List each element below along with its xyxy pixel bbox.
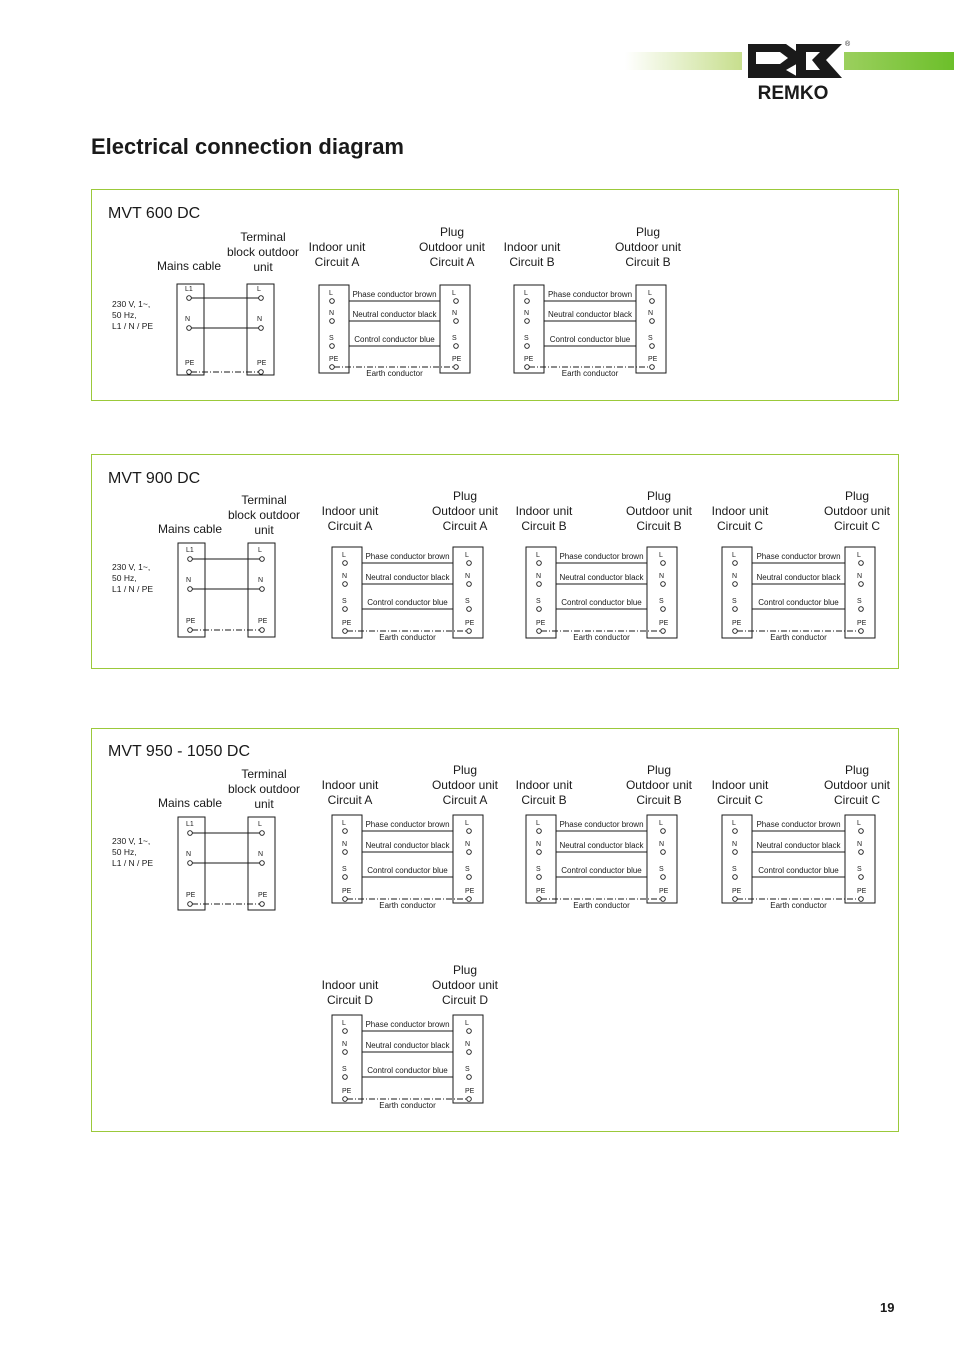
registered-mark: ® xyxy=(845,41,851,48)
conductor-label: Neutral conductor black xyxy=(559,841,644,850)
indoor-unit-label: Indoor unit xyxy=(321,978,379,992)
terminal-point xyxy=(467,875,472,880)
terminal-point xyxy=(343,1075,348,1080)
supply-spec: 230 V, 1~, xyxy=(112,562,151,572)
indoor-unit-label: Indoor unit xyxy=(503,240,561,254)
outdoor-terminal-label: L xyxy=(857,552,861,559)
conductor-label: Phase conductor brown xyxy=(365,552,450,561)
outdoor-terminal-label: L xyxy=(465,820,469,827)
conductor-label: Neutral conductor black xyxy=(352,310,437,319)
conductor-label: Control conductor blue xyxy=(561,598,642,607)
terminal-block-label: Terminal xyxy=(241,493,287,507)
earth-conductor-label: Earth conductor xyxy=(573,633,630,642)
earth-conductor-label: Earth conductor xyxy=(366,369,423,378)
terminal-block-label: unit xyxy=(254,523,274,537)
mains-cable-label: Mains cable xyxy=(157,522,223,536)
terminal-point xyxy=(260,628,265,633)
conductor-label: Neutral conductor black xyxy=(756,841,841,850)
terminal-point xyxy=(188,861,193,866)
conductor-label: Neutral conductor black xyxy=(365,1041,450,1050)
conductor-label: Phase conductor brown xyxy=(352,290,437,299)
mains-terminal-label: L1 xyxy=(186,821,194,828)
circuit-label: Circuit B xyxy=(625,255,671,269)
wiring-diagram-mvt-600 xyxy=(92,190,898,400)
conductor-label: Phase conductor brown xyxy=(559,552,644,561)
terminal-label: L xyxy=(257,286,261,293)
indoor-terminal-label: PE xyxy=(732,620,742,627)
terminal-point xyxy=(859,875,864,880)
terminal-point xyxy=(343,1097,348,1102)
indoor-terminal-label: S xyxy=(329,335,334,342)
outdoor-unit-label: Outdoor unit xyxy=(431,778,499,792)
terminal-point xyxy=(733,561,738,566)
earth-conductor-label: Earth conductor xyxy=(379,633,436,642)
diagram-panel-mvt-900 xyxy=(91,454,899,669)
plug-label: Plug xyxy=(452,763,478,777)
outdoor-terminal-label: L xyxy=(452,290,456,297)
terminal-point xyxy=(260,557,265,562)
outdoor-terminal-label: S xyxy=(659,866,664,873)
terminal-point xyxy=(537,875,542,880)
terminal-point xyxy=(859,561,864,566)
terminal-point xyxy=(733,850,738,855)
outdoor-terminal-label: S xyxy=(465,1066,470,1073)
terminal-point xyxy=(343,561,348,566)
terminal-point xyxy=(661,875,666,880)
logo-wordmark: REMKO xyxy=(757,83,829,104)
circuit-label: Circuit A xyxy=(442,519,488,533)
terminal-point xyxy=(188,587,193,592)
panel-title: MVT 900 DC xyxy=(108,470,201,487)
indoor-terminal-label: N xyxy=(732,841,738,848)
terminal-point xyxy=(537,850,542,855)
indoor-terminal-label: L xyxy=(536,552,540,559)
terminal-point xyxy=(260,902,265,907)
indoor-terminal-label: S xyxy=(342,866,347,873)
outdoor-terminal-label: N xyxy=(452,310,458,317)
earth-conductor-label: Earth conductor xyxy=(379,1101,436,1110)
terminal-point xyxy=(537,629,542,634)
terminal-point xyxy=(661,561,666,566)
outdoor-terminal-label: N xyxy=(659,573,665,580)
terminal-point xyxy=(467,582,472,587)
terminal-point xyxy=(343,582,348,587)
outdoor-terminal-label: L xyxy=(465,1020,469,1027)
indoor-terminal-label: S xyxy=(342,1066,347,1073)
terminal-point xyxy=(343,629,348,634)
indoor-terminal-label: PE xyxy=(329,356,339,363)
terminal-point xyxy=(454,319,459,324)
terminal-point xyxy=(650,344,655,349)
indoor-unit-label: Indoor unit xyxy=(308,240,366,254)
indoor-terminal-label: PE xyxy=(342,620,352,627)
earth-conductor-label: Earth conductor xyxy=(573,901,630,910)
circuit-label: Circuit B xyxy=(521,519,567,533)
remko-logo xyxy=(742,40,851,104)
outdoor-terminal-label: PE xyxy=(465,888,475,895)
conductor-label: Neutral conductor black xyxy=(547,310,633,319)
conductor-label: Neutral conductor black xyxy=(756,573,841,582)
mains-terminal-label: PE xyxy=(185,360,195,367)
circuit-label: Circuit B xyxy=(521,793,567,807)
terminal-block-label: block outdoor xyxy=(226,245,300,259)
outdoor-terminal-label: PE xyxy=(452,356,462,363)
indoor-terminal-label: S xyxy=(342,598,347,605)
outdoor-unit-label: Outdoor unit xyxy=(418,240,486,254)
supply-spec: L1 / N / PE xyxy=(112,858,154,868)
terminal-point xyxy=(330,344,335,349)
circuit-label: Circuit C xyxy=(833,793,881,807)
conductor-label: Control conductor blue xyxy=(354,335,435,344)
mains-cable-label: Mains cable xyxy=(156,259,222,273)
indoor-terminal-label: PE xyxy=(732,888,742,895)
terminal-block-label: unit xyxy=(253,260,273,274)
indoor-unit-label: Indoor unit xyxy=(321,504,379,518)
indoor-terminal-label: N xyxy=(524,310,530,317)
indoor-terminal-label: PE xyxy=(524,356,534,363)
terminal-point xyxy=(187,296,192,301)
conductor-label: Phase conductor brown xyxy=(547,290,633,299)
supply-spec: 50 Hz, xyxy=(112,310,137,320)
terminal-point xyxy=(859,607,864,612)
panel-title: MVT 600 DC xyxy=(108,205,201,222)
outdoor-terminal-label: N xyxy=(465,1041,471,1048)
terminal-block-label: Terminal xyxy=(240,230,286,244)
terminal-point xyxy=(650,319,655,324)
indoor-terminal-label: N xyxy=(732,573,738,580)
terminal-point xyxy=(859,582,864,587)
indoor-terminal-label: L xyxy=(732,552,736,559)
terminal-point xyxy=(661,607,666,612)
terminal-point xyxy=(343,897,348,902)
outdoor-terminal-label: S xyxy=(857,598,862,605)
circuit-label: Circuit A xyxy=(429,255,475,269)
terminal-point xyxy=(733,897,738,902)
indoor-terminal-label: L xyxy=(342,820,346,827)
outdoor-terminal-label: S xyxy=(648,335,653,342)
outdoor-terminal-label: S xyxy=(857,866,862,873)
circuit-label: Circuit C xyxy=(716,519,764,533)
indoor-unit-label: Indoor unit xyxy=(711,778,769,792)
outdoor-terminal-label: N xyxy=(648,310,654,317)
plug-label: Plug xyxy=(646,489,672,503)
terminal-point xyxy=(525,365,530,370)
conductor-label: Control conductor blue xyxy=(367,1066,448,1075)
terminal-point xyxy=(467,629,472,634)
supply-spec: L1 / N / PE xyxy=(112,584,154,594)
terminal-point xyxy=(343,1029,348,1034)
terminal-block-label: block outdoor xyxy=(227,782,301,796)
mains-cable-label: Mains cable xyxy=(157,796,223,810)
terminal-label: PE xyxy=(257,360,267,367)
conductor-label: Control conductor blue xyxy=(367,866,448,875)
indoor-terminal-label: S xyxy=(536,598,541,605)
indoor-terminal-label: L xyxy=(732,820,736,827)
terminal-point xyxy=(467,1029,472,1034)
terminal-point xyxy=(661,582,666,587)
page-title: Electrical connection diagram xyxy=(91,134,404,159)
terminal-point xyxy=(733,629,738,634)
circuit-label: Circuit B xyxy=(509,255,555,269)
outdoor-terminal-label: S xyxy=(465,866,470,873)
terminal-point xyxy=(733,829,738,834)
indoor-terminal-label: L xyxy=(342,552,346,559)
indoor-terminal-label: PE xyxy=(342,888,352,895)
terminal-point xyxy=(537,582,542,587)
outdoor-unit-label: Outdoor unit xyxy=(625,504,693,518)
outdoor-terminal-label: S xyxy=(659,598,664,605)
terminal-label: PE xyxy=(258,618,268,625)
terminal-point xyxy=(733,582,738,587)
terminal-label: N xyxy=(257,316,263,323)
terminal-block-label: unit xyxy=(254,797,274,811)
terminal-point xyxy=(859,629,864,634)
conductor-label: Control conductor blue xyxy=(758,598,839,607)
terminal-label: L xyxy=(258,821,262,828)
indoor-terminal-label: PE xyxy=(536,888,546,895)
indoor-terminal-label: N xyxy=(329,310,335,317)
mains-terminal-label: PE xyxy=(186,892,196,899)
outdoor-unit-label: Outdoor unit xyxy=(431,504,499,518)
outdoor-unit-label: Outdoor unit xyxy=(431,978,499,992)
wiring-diagram-mvt-950-1050 xyxy=(92,729,898,1131)
circuit-label: Circuit A xyxy=(327,793,373,807)
terminal-point xyxy=(343,829,348,834)
terminal-point xyxy=(330,365,335,370)
indoor-terminal-label: L xyxy=(329,290,333,297)
conductor-label: Phase conductor brown xyxy=(756,820,841,829)
outdoor-terminal-label: N xyxy=(659,841,665,848)
circuit-label: Circuit A xyxy=(327,519,373,533)
terminal-point xyxy=(343,1050,348,1055)
indoor-terminal-label: S xyxy=(536,866,541,873)
terminal-point xyxy=(188,902,193,907)
terminal-point xyxy=(537,607,542,612)
outdoor-unit-label: Outdoor unit xyxy=(823,778,891,792)
outdoor-terminal-label: L xyxy=(857,820,861,827)
indoor-terminal-label: N xyxy=(536,841,542,848)
outdoor-terminal-label: N xyxy=(857,841,863,848)
indoor-terminal-label: L xyxy=(536,820,540,827)
header-band xyxy=(0,0,954,110)
terminal-point xyxy=(733,607,738,612)
terminal-point xyxy=(330,319,335,324)
terminal-point xyxy=(859,829,864,834)
terminal-point xyxy=(454,344,459,349)
terminal-point xyxy=(661,850,666,855)
conductor-label: Phase conductor brown xyxy=(365,820,450,829)
earth-conductor-label: Earth conductor xyxy=(770,633,827,642)
terminal-point xyxy=(467,561,472,566)
circuit-label: Circuit D xyxy=(441,993,489,1007)
indoor-terminal-label: N xyxy=(536,573,542,580)
plug-label: Plug xyxy=(439,225,465,239)
earth-conductor-label: Earth conductor xyxy=(770,901,827,910)
outdoor-terminal-label: L xyxy=(659,552,663,559)
circuit-label: Circuit D xyxy=(326,993,374,1007)
plug-label: Plug xyxy=(844,763,870,777)
indoor-terminal-label: N xyxy=(342,1041,348,1048)
outdoor-terminal-label: L xyxy=(659,820,663,827)
mains-terminal-label: PE xyxy=(186,618,196,625)
terminal-point xyxy=(467,829,472,834)
terminal-point xyxy=(525,299,530,304)
diagram-panel-mvt-600 xyxy=(91,189,899,401)
terminal-point xyxy=(467,1075,472,1080)
terminal-point xyxy=(259,326,264,331)
outdoor-terminal-label: N xyxy=(465,841,471,848)
wiring-diagram-mvt-900 xyxy=(92,455,898,668)
terminal-point xyxy=(330,299,335,304)
panel-title: MVT 950 - 1050 DC xyxy=(108,743,250,760)
terminal-point xyxy=(188,557,193,562)
earth-conductor-label: Earth conductor xyxy=(379,901,436,910)
plug-label: Plug xyxy=(635,225,661,239)
outdoor-terminal-label: PE xyxy=(648,356,658,363)
outdoor-terminal-label: PE xyxy=(465,620,475,627)
terminal-point xyxy=(343,607,348,612)
terminal-point xyxy=(859,850,864,855)
supply-spec: 230 V, 1~, xyxy=(112,836,151,846)
conductor-label: Control conductor blue xyxy=(561,866,642,875)
plug-label: Plug xyxy=(452,489,478,503)
indoor-unit-label: Indoor unit xyxy=(515,504,573,518)
terminal-point xyxy=(467,1097,472,1102)
terminal-point xyxy=(661,829,666,834)
circuit-label: Circuit B xyxy=(636,793,682,807)
plug-label: Plug xyxy=(646,763,672,777)
outdoor-terminal-label: S xyxy=(452,335,457,342)
indoor-terminal-label: N xyxy=(342,841,348,848)
circuit-label: Circuit B xyxy=(636,519,682,533)
outdoor-terminal-label: L xyxy=(648,290,652,297)
terminal-point xyxy=(859,897,864,902)
conductor-label: Control conductor blue xyxy=(367,598,448,607)
conductor-label: Phase conductor brown xyxy=(756,552,841,561)
terminal-point xyxy=(187,370,192,375)
terminal-point xyxy=(188,628,193,633)
terminal-point xyxy=(467,850,472,855)
outdoor-terminal-label: L xyxy=(465,552,469,559)
indoor-terminal-label: PE xyxy=(536,620,546,627)
outdoor-terminal-label: PE xyxy=(857,620,867,627)
indoor-terminal-label: L xyxy=(342,1020,346,1027)
earth-conductor-label: Earth conductor xyxy=(561,369,619,378)
terminal-point xyxy=(537,829,542,834)
outdoor-unit-label: Outdoor unit xyxy=(614,240,682,254)
terminal-point xyxy=(525,319,530,324)
terminal-point xyxy=(661,629,666,634)
outdoor-terminal-label: PE xyxy=(465,1088,475,1095)
indoor-unit-label: Indoor unit xyxy=(711,504,769,518)
terminal-block-label: Terminal xyxy=(241,767,287,781)
terminal-point xyxy=(467,1050,472,1055)
terminal-point xyxy=(733,875,738,880)
page-number: 19 xyxy=(880,1300,895,1315)
outdoor-unit-label: Outdoor unit xyxy=(823,504,891,518)
conductor-label: Control conductor blue xyxy=(549,335,631,344)
terminal-point xyxy=(187,326,192,331)
outdoor-terminal-label: PE xyxy=(659,888,669,895)
terminal-point xyxy=(650,365,655,370)
conductor-label: Phase conductor brown xyxy=(559,820,644,829)
terminal-point xyxy=(454,365,459,370)
indoor-terminal-label: S xyxy=(732,598,737,605)
outdoor-terminal-label: PE xyxy=(857,888,867,895)
indoor-terminal-label: S xyxy=(524,335,529,342)
diagram-panel-mvt-950-1050 xyxy=(91,728,899,1132)
terminal-point xyxy=(537,897,542,902)
terminal-point xyxy=(343,875,348,880)
conductor-label: Neutral conductor black xyxy=(365,573,450,582)
plug-label: Plug xyxy=(844,489,870,503)
plug-label: Plug xyxy=(452,963,478,977)
terminal-block-label: block outdoor xyxy=(227,508,301,522)
conductor-label: Phase conductor brown xyxy=(365,1020,450,1029)
conductor-label: Control conductor blue xyxy=(758,866,839,875)
conductor-label: Neutral conductor black xyxy=(365,841,450,850)
supply-spec: 230 V, 1~, xyxy=(112,299,151,309)
circuit-label: Circuit A xyxy=(442,793,488,807)
supply-spec: 50 Hz, xyxy=(112,847,137,857)
terminal-point xyxy=(259,370,264,375)
outdoor-terminal-label: N xyxy=(857,573,863,580)
indoor-terminal-label: PE xyxy=(342,1088,352,1095)
terminal-label: N xyxy=(258,577,264,584)
circuit-label: Circuit C xyxy=(716,793,764,807)
mains-terminal-label: L1 xyxy=(186,547,194,554)
indoor-terminal-label: S xyxy=(732,866,737,873)
circuit-label: Circuit A xyxy=(314,255,360,269)
supply-spec: 50 Hz, xyxy=(112,573,137,583)
terminal-point xyxy=(454,299,459,304)
terminal-point xyxy=(661,897,666,902)
terminal-point xyxy=(650,299,655,304)
terminal-point xyxy=(260,587,265,592)
terminal-point xyxy=(467,897,472,902)
terminal-label: PE xyxy=(258,892,268,899)
terminal-point xyxy=(537,561,542,566)
circuit-label: Circuit C xyxy=(833,519,881,533)
terminal-point xyxy=(188,831,193,836)
outdoor-unit-label: Outdoor unit xyxy=(625,778,693,792)
terminal-point xyxy=(343,850,348,855)
outdoor-terminal-label: S xyxy=(465,598,470,605)
indoor-unit-label: Indoor unit xyxy=(321,778,379,792)
terminal-point xyxy=(260,861,265,866)
outdoor-terminal-label: N xyxy=(465,573,471,580)
indoor-unit-label: Indoor unit xyxy=(515,778,573,792)
terminal-point xyxy=(525,344,530,349)
terminal-label: N xyxy=(258,851,264,858)
mains-terminal-label: N xyxy=(186,851,192,858)
supply-spec: L1 / N / PE xyxy=(112,321,154,331)
terminal-point xyxy=(259,296,264,301)
mains-terminal-label: N xyxy=(186,577,192,584)
indoor-terminal-label: N xyxy=(342,573,348,580)
mains-terminal-label: L1 xyxy=(185,286,193,293)
indoor-terminal-label: L xyxy=(524,290,528,297)
terminal-point xyxy=(467,607,472,612)
mains-terminal-label: N xyxy=(185,316,191,323)
conductor-label: Neutral conductor black xyxy=(559,573,644,582)
terminal-label: L xyxy=(258,547,262,554)
terminal-point xyxy=(260,831,265,836)
outdoor-terminal-label: PE xyxy=(659,620,669,627)
